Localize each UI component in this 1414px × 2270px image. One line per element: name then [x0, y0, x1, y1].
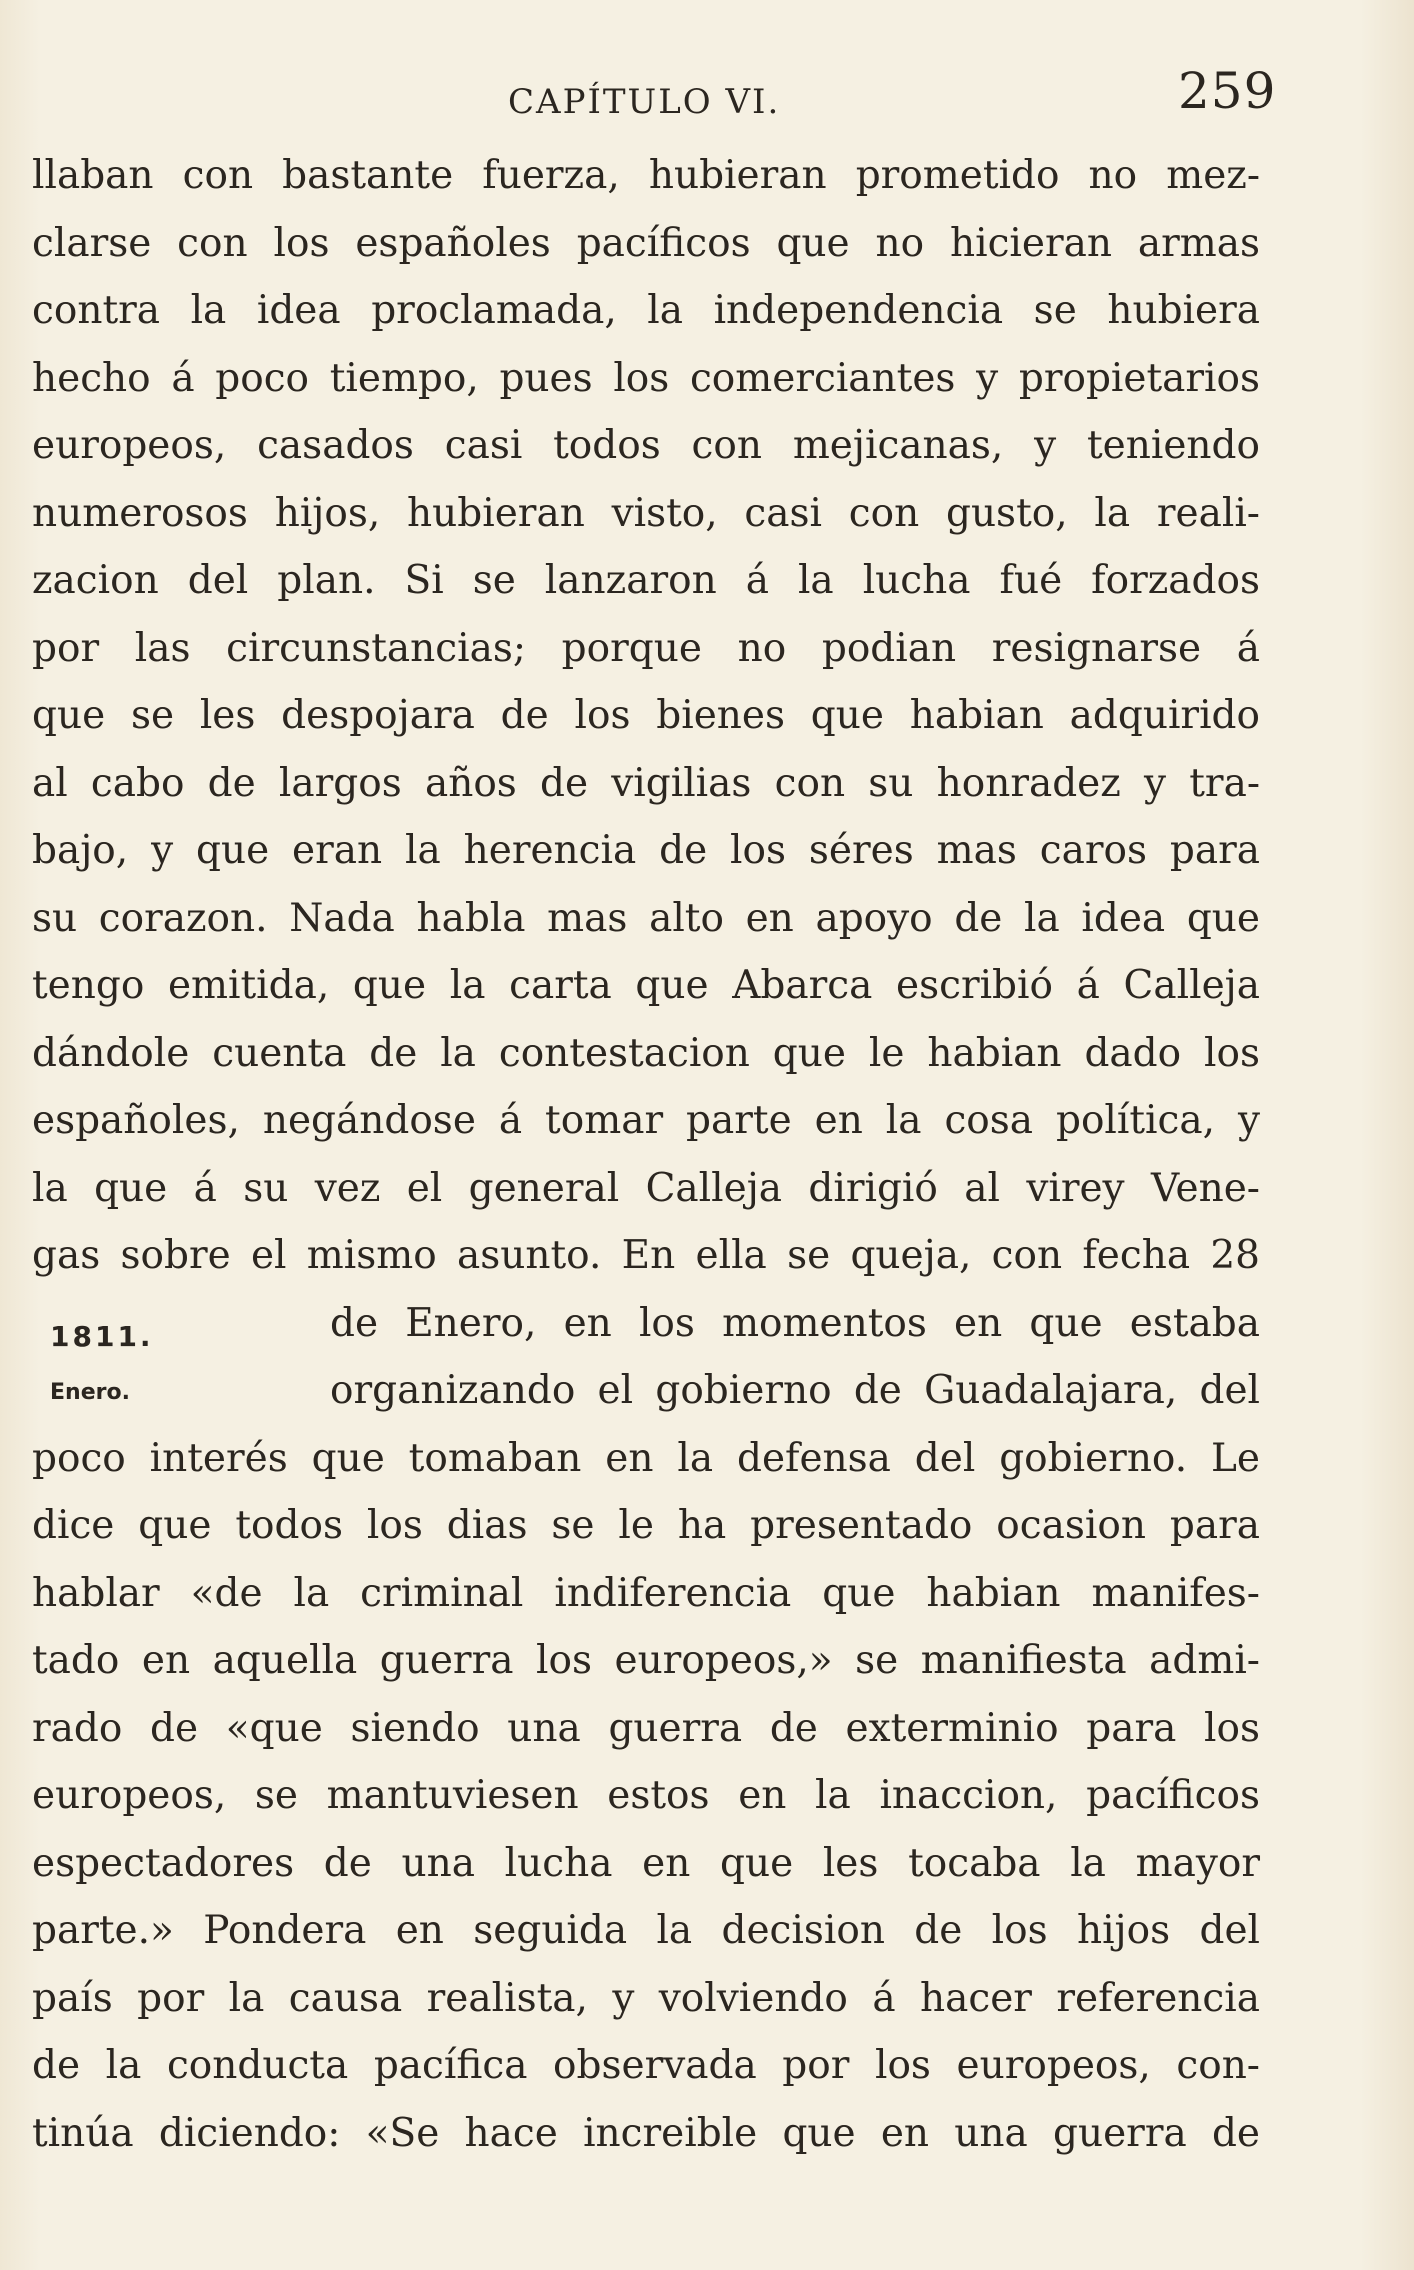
marginal-note-month: Enero. — [50, 1380, 130, 1405]
text-line: hablar «de la criminal indiferencia que habian manifes- — [32, 1571, 1260, 1616]
page-header — [0, 62, 1414, 132]
text-line: al cabo de largos años de vigilias con su honradez y tra- — [32, 761, 1260, 806]
text-line: país por la causa realista, y volviendo á hacer referencia — [32, 1976, 1260, 2021]
text-line: hecho á poco tiempo, pues los comerciantes y propietarios — [32, 356, 1260, 401]
text-line: poco interés que tomaban en la defensa del gobierno. Le — [32, 1436, 1260, 1481]
text-line: zacion del plan. Si se lanzaron á la lucha fué forzados — [32, 558, 1260, 603]
text-line: por las circunstancias; porque no podian resignarse á — [32, 626, 1260, 671]
text-line: tado en aquella guerra los europeos,» se manifiesta admi- — [32, 1638, 1260, 1683]
text-line: rado de «que siendo una guerra de exterminio para los — [32, 1706, 1260, 1751]
text-line: de la conducta pacífica observada por los europeos, con- — [32, 2043, 1260, 2088]
text-line: europeos, casados casi todos con mejicanas, y teniendo — [32, 423, 1260, 468]
text-line: tengo emitida, que la carta que Abarca escribió á Calleja — [32, 963, 1260, 1008]
text-line: españoles, negándose á tomar parte en la cosa política, y — [32, 1098, 1260, 1143]
text-line: dice que todos los dias se le ha presentado ocasion para — [32, 1503, 1260, 1548]
text-line: tinúa diciendo: «Se hace increible que en una guerra de — [32, 2111, 1260, 2156]
page-number: 259 — [1178, 62, 1277, 120]
text-line: organizando el gobierno de Guadalajara, del — [330, 1368, 1260, 1413]
text-line: que se les despojara de los bienes que habian adquirido — [32, 693, 1260, 738]
running-head: CAPÍTULO VI. — [508, 82, 781, 122]
text-line: clarse con los españoles pacíficos que no hicieran armas — [32, 221, 1260, 266]
text-line: dándole cuenta de la contestacion que le habian dado los — [32, 1031, 1260, 1076]
text-line: su corazon. Nada habla mas alto en apoyo de la idea que — [32, 896, 1260, 941]
marginal-note-year: 1811. — [50, 1320, 154, 1353]
text-line: de Enero, en los momentos en que estaba — [330, 1301, 1260, 1346]
text-line: gas sobre el mismo asunto. En ella se queja, con fecha 28 — [32, 1233, 1260, 1278]
text-line: bajo, y que eran la herencia de los séres mas caros para — [32, 828, 1260, 873]
text-line: llaban con bastante fuerza, hubieran prometido no mez- — [32, 153, 1260, 198]
text-line: parte.» Pondera en seguida la decision de los hijos del — [32, 1908, 1260, 1953]
text-line: europeos, se mantuviesen estos en la inaccion, pacíficos — [32, 1773, 1260, 1818]
text-line: la que á su vez el general Calleja dirigió al virey Vene- — [32, 1166, 1260, 1211]
text-line: contra la idea proclamada, la independencia se hubiera — [32, 288, 1260, 333]
text-line: espectadores de una lucha en que les tocaba la mayor — [32, 1841, 1260, 1886]
text-line: numerosos hijos, hubieran visto, casi con gusto, la reali- — [32, 491, 1260, 536]
